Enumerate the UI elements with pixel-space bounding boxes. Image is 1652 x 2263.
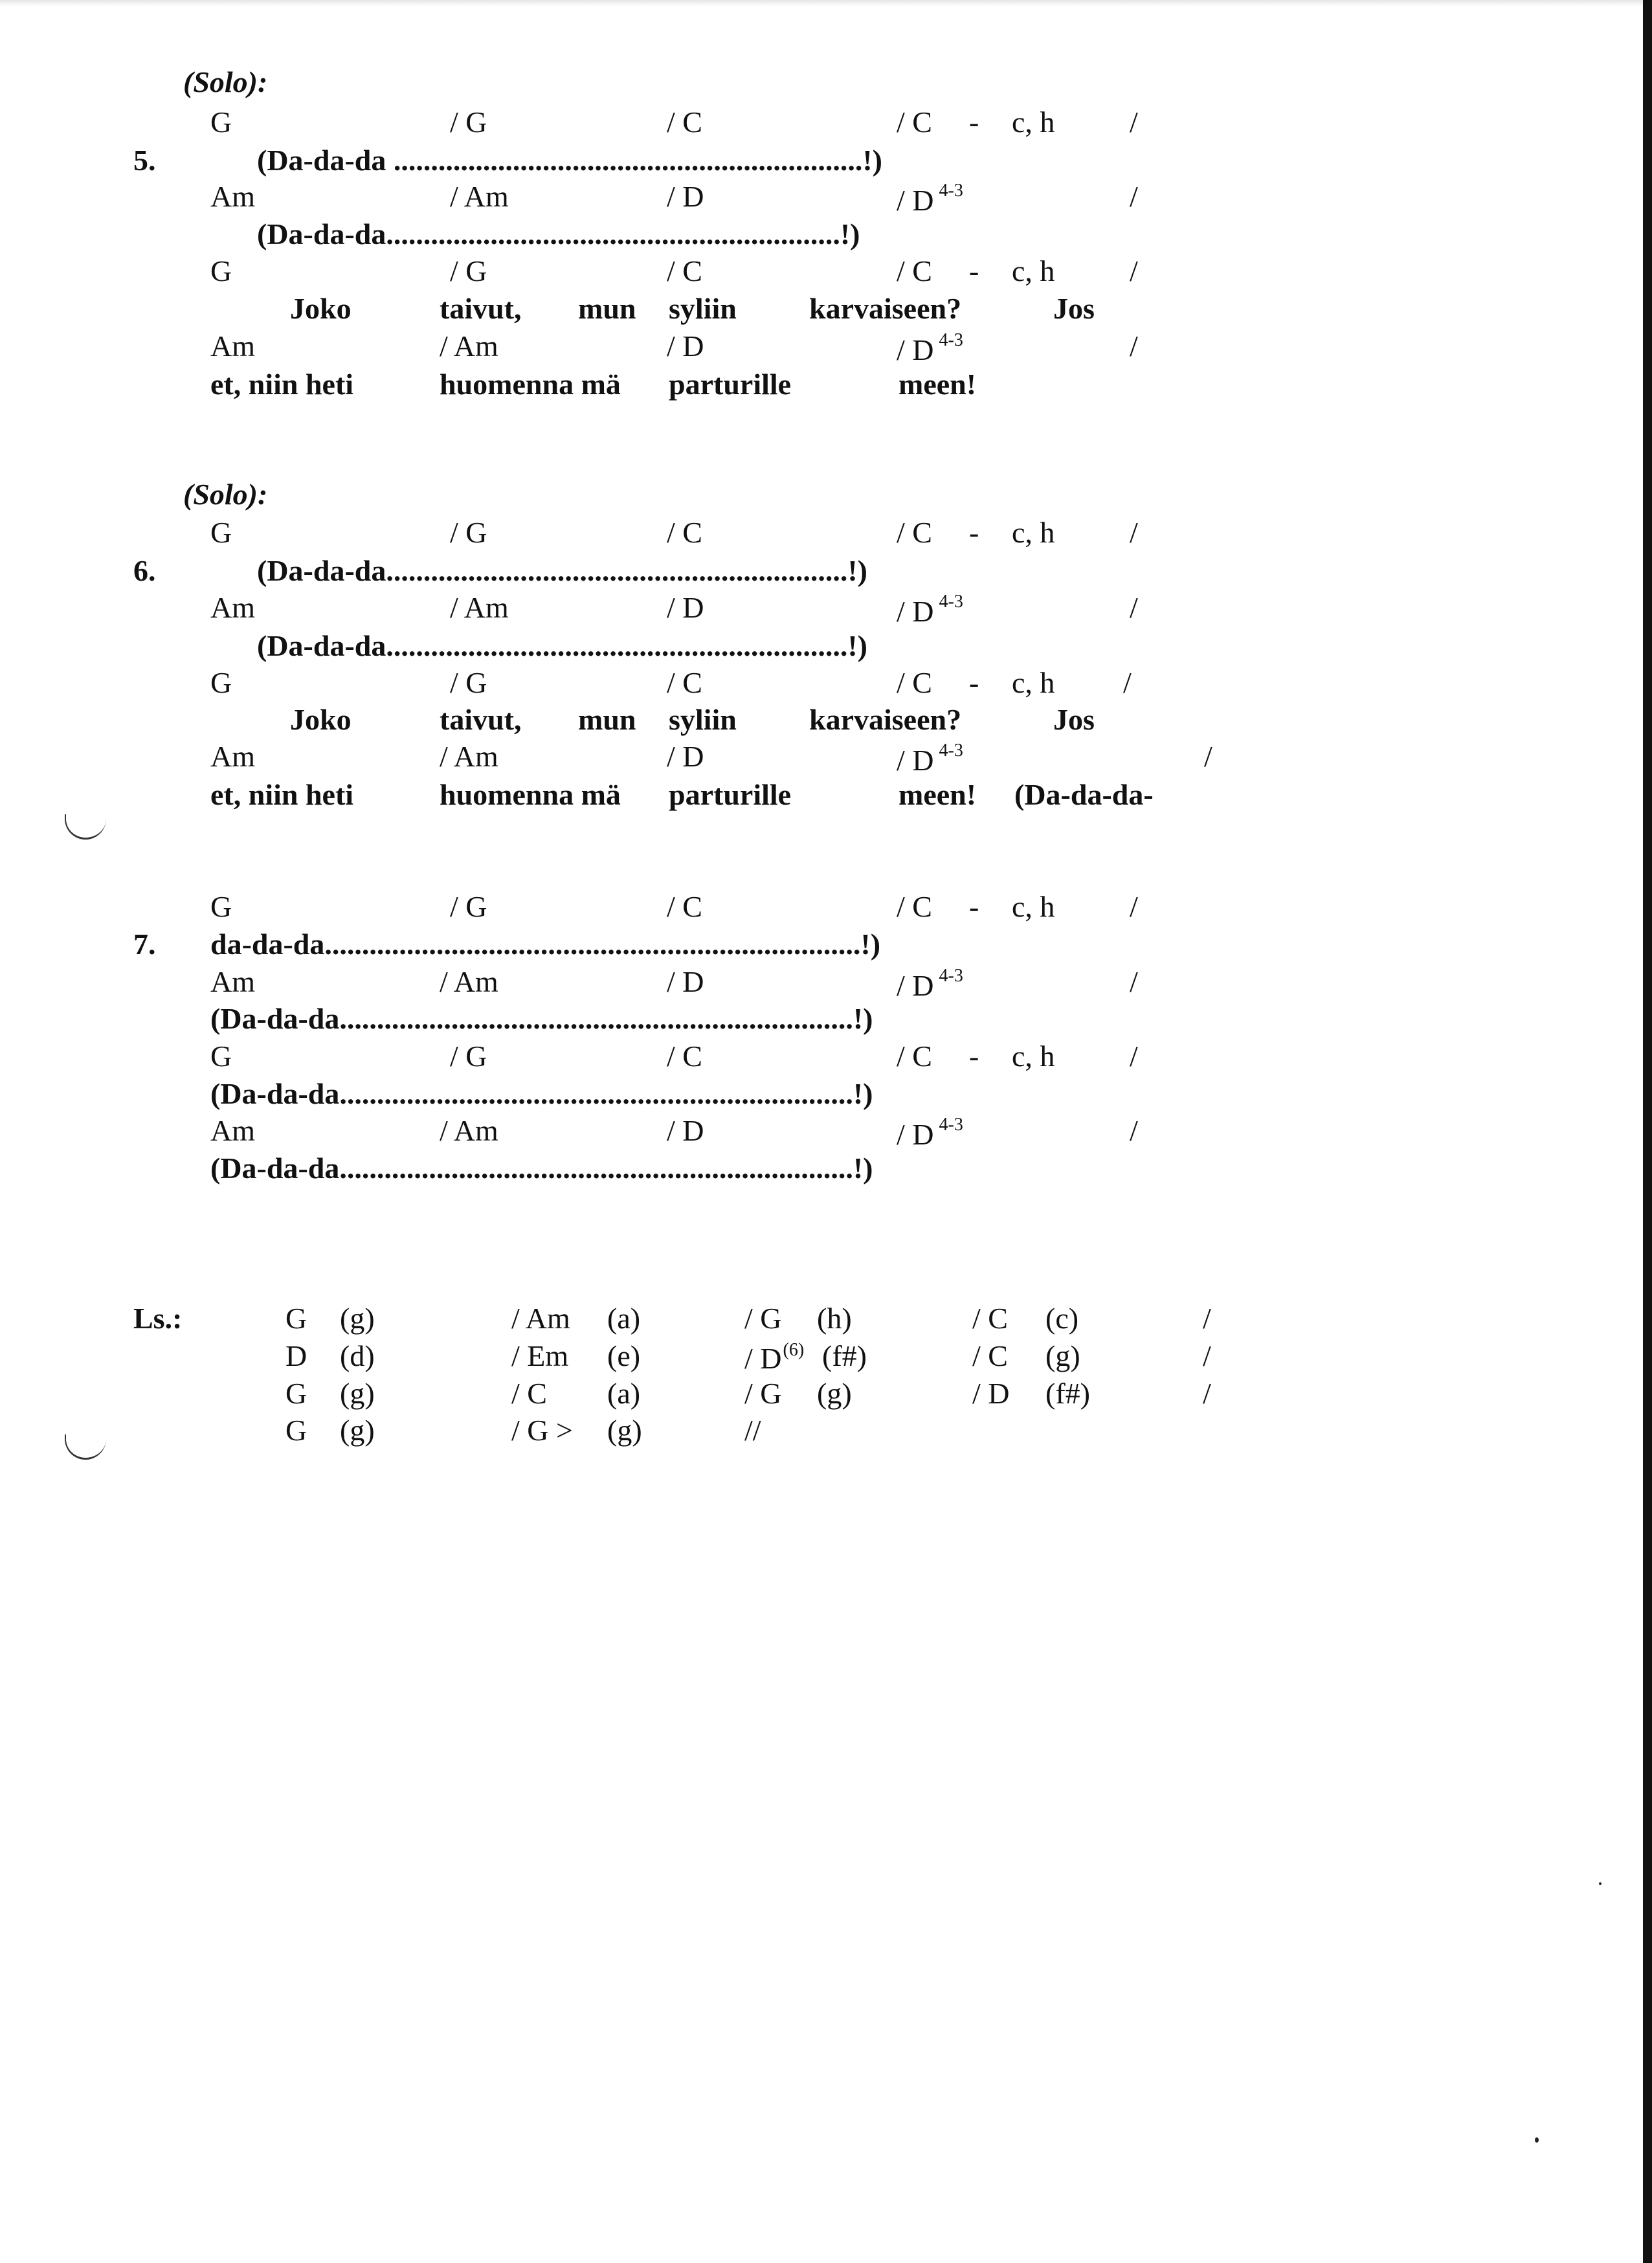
- end-repeat-mark: //: [744, 1414, 761, 1447]
- chord: / D: [667, 180, 704, 213]
- lyric-word: huomenna mä: [440, 778, 621, 811]
- bar-line: /: [1130, 1040, 1138, 1073]
- chord-dash: -: [969, 516, 979, 549]
- binder-hole-mark: [65, 814, 106, 840]
- lyric-word: taivut,: [440, 292, 522, 325]
- lyric-word: Jos: [1053, 292, 1095, 325]
- chord: Am: [210, 1114, 255, 1147]
- chord-suspension: 4-3: [939, 330, 963, 350]
- chord: / G: [450, 106, 487, 139]
- chord: Am: [210, 329, 255, 362]
- lyric-word: syliin: [669, 292, 737, 325]
- chord: Am: [210, 180, 255, 213]
- chord: / D: [667, 591, 704, 624]
- chord-row: [0, 593, 1652, 632]
- chord-dash: -: [969, 254, 979, 287]
- chord-row: [0, 182, 1652, 221]
- lyric-word: Joko: [290, 703, 352, 736]
- solo-label: (Solo):: [183, 478, 268, 511]
- lyric-word: mun: [578, 703, 636, 736]
- ls-label: Ls.:: [133, 1302, 183, 1335]
- chord: / G: [450, 890, 487, 923]
- chord-dash: -: [969, 1040, 979, 1073]
- chord: / D: [897, 184, 934, 217]
- chord-dash: -: [969, 890, 979, 923]
- lyric-line: (Da-da-da.....................................................................!): [210, 1077, 873, 1110]
- chord-row: [0, 742, 1652, 781]
- bar-line: /: [1130, 254, 1138, 287]
- binder-hole-mark: [65, 1434, 106, 1460]
- lyric-word: parturille: [669, 778, 792, 811]
- chord: / G >: [511, 1414, 573, 1447]
- lyric-word: (Da-da-da-: [1014, 778, 1154, 811]
- lyric-word: Joko: [290, 292, 352, 325]
- chord-suspension: 4-3: [939, 741, 963, 761]
- chord: / C: [667, 516, 702, 549]
- word-row: [0, 705, 1652, 744]
- bass-note: (f#): [1045, 1377, 1090, 1410]
- chord: c, h: [1012, 666, 1055, 699]
- bass-note: (g): [340, 1414, 375, 1447]
- ls-row: [0, 1341, 1652, 1380]
- scan-top-shadow: [0, 0, 1652, 6]
- bar-line: /: [1130, 180, 1138, 213]
- verse-number: 5.: [133, 144, 156, 177]
- lyric-word: parturille: [669, 368, 792, 401]
- bar-line: /: [1130, 516, 1138, 549]
- chord-row: [0, 256, 1652, 295]
- word-row: [0, 780, 1652, 819]
- chord: / D: [897, 1118, 934, 1151]
- chord: / D: [667, 740, 704, 773]
- lyric-word: mun: [578, 292, 636, 325]
- word-row: [0, 370, 1652, 408]
- solo-label: (Solo):: [183, 65, 268, 98]
- chord-extension: (6): [783, 1340, 805, 1360]
- chord: / D: [972, 1377, 1010, 1410]
- lyric-word: meen!: [899, 368, 977, 401]
- chord: / C: [897, 516, 932, 549]
- chord: / C: [897, 666, 932, 699]
- chord-row: [0, 1116, 1652, 1155]
- verse-number: 6.: [133, 554, 156, 587]
- chord: / C: [897, 890, 932, 923]
- verse-number: 7.: [133, 928, 156, 961]
- chord: / Am: [440, 1114, 498, 1147]
- chord: G: [210, 890, 232, 923]
- lyric-line: (Da-da-da.....................................................................!): [210, 1002, 873, 1035]
- bass-note: (g): [340, 1377, 375, 1410]
- bass-note: (d): [340, 1339, 375, 1372]
- bar-line: /: [1203, 1339, 1211, 1372]
- chord: / C: [897, 1040, 932, 1073]
- bass-note: (g): [817, 1377, 852, 1410]
- chord: / C: [667, 1040, 702, 1073]
- chord-row: [0, 668, 1652, 707]
- chord: / Em: [511, 1339, 569, 1372]
- bass-note: (a): [607, 1377, 641, 1410]
- bass-note: (h): [817, 1302, 852, 1335]
- ls-row: [0, 1379, 1652, 1418]
- chord: G: [285, 1377, 307, 1410]
- chord: / D: [897, 969, 934, 1002]
- chord-row: [0, 518, 1652, 557]
- chord: G: [210, 516, 232, 549]
- chord: / C: [667, 106, 702, 139]
- chord: / D: [667, 965, 704, 998]
- chord: / C: [972, 1339, 1008, 1372]
- chord: / D: [897, 744, 934, 777]
- ls-row: [0, 1416, 1652, 1455]
- lyric-word: huomenna mä: [440, 368, 621, 401]
- bass-note: (c): [1045, 1302, 1079, 1335]
- lyric-word: karvaiseen?: [809, 703, 962, 736]
- bar-line: /: [1123, 666, 1132, 699]
- lyric-word: karvaiseen?: [809, 292, 962, 325]
- bar-line: /: [1130, 591, 1138, 624]
- chord-row: [0, 1042, 1652, 1080]
- lyric-word: et, niin heti: [210, 778, 354, 811]
- chord: G: [210, 254, 232, 287]
- chord: / Am: [450, 180, 509, 213]
- chord-dash: -: [969, 666, 979, 699]
- chord-suspension: 4-3: [939, 181, 963, 201]
- chord: Am: [210, 740, 255, 773]
- lyric-word: syliin: [669, 703, 737, 736]
- chord: / D: [667, 1114, 704, 1147]
- lyric-line: (Da-da-da ...............................................................!): [257, 144, 882, 177]
- chord: / G: [450, 516, 487, 549]
- chord: / Am: [511, 1302, 570, 1335]
- bar-line: /: [1203, 1377, 1211, 1410]
- chord: / Am: [440, 329, 498, 362]
- chord: / G: [744, 1302, 782, 1335]
- lyric-word: meen!: [899, 778, 977, 811]
- scan-speck: [1535, 2137, 1539, 2143]
- chord: G: [210, 1040, 232, 1073]
- chord: / Am: [440, 740, 498, 773]
- bass-note: (a): [607, 1302, 641, 1335]
- chord: c, h: [1012, 516, 1055, 549]
- chord: / D: [667, 329, 704, 362]
- chord: / D: [744, 1342, 782, 1375]
- chord: / D: [897, 595, 934, 628]
- chord-suspension: 4-3: [939, 966, 963, 986]
- chord: Am: [210, 591, 255, 624]
- chord: / C: [897, 106, 932, 139]
- chord: c, h: [1012, 254, 1055, 287]
- chord-dash: -: [969, 106, 979, 139]
- chord: / D: [897, 333, 934, 366]
- bar-line: /: [1130, 965, 1138, 998]
- bar-line: /: [1130, 890, 1138, 923]
- chord-suspension: 4-3: [939, 1115, 963, 1135]
- chord: / G: [450, 1040, 487, 1073]
- chord: Am: [210, 965, 255, 998]
- chord: c, h: [1012, 106, 1055, 139]
- bass-note: (g): [340, 1302, 375, 1335]
- chord: / G: [450, 254, 487, 287]
- lyric-word: Jos: [1053, 703, 1095, 736]
- bass-note: (f#): [822, 1339, 867, 1372]
- chord: c, h: [1012, 1040, 1055, 1073]
- chord-row: [0, 331, 1652, 370]
- lyric-word: taivut,: [440, 703, 522, 736]
- lyric-word: et, niin heti: [210, 368, 354, 401]
- lyric-line: (Da-da-da.....................................................................!): [210, 1152, 873, 1185]
- bar-line: /: [1203, 1302, 1211, 1335]
- chord: D: [285, 1339, 307, 1372]
- word-row: [0, 294, 1652, 333]
- lyric-line: (Da-da-da..............................................................!): [257, 554, 867, 587]
- chord: / G: [450, 666, 487, 699]
- bar-line: /: [1130, 106, 1138, 139]
- lyric-line: da-da-da........................................................................!): [210, 928, 881, 961]
- chord: / C: [972, 1302, 1008, 1335]
- bass-note: (g): [1045, 1339, 1080, 1372]
- lyric-line: (Da-da-da..............................................................!): [257, 629, 867, 662]
- chord: G: [210, 106, 232, 139]
- chord-suspension: 4-3: [939, 592, 963, 612]
- bar-line: /: [1204, 740, 1212, 773]
- chord: G: [285, 1414, 307, 1447]
- bass-note: (e): [607, 1339, 641, 1372]
- chord: / C: [511, 1377, 547, 1410]
- chord: / C: [897, 254, 932, 287]
- scan-speck: [1599, 1882, 1602, 1885]
- chord-row: [0, 892, 1652, 931]
- chord: c, h: [1012, 890, 1055, 923]
- ls-row: [0, 1304, 1652, 1343]
- bar-line: /: [1130, 1114, 1138, 1147]
- chord: G: [210, 666, 232, 699]
- chord-row: [0, 107, 1652, 146]
- chord: / G: [744, 1377, 782, 1410]
- chord: / C: [667, 254, 702, 287]
- chord: / C: [667, 666, 702, 699]
- chord: / C: [667, 890, 702, 923]
- chord: / Am: [440, 965, 498, 998]
- chord-row: [0, 967, 1652, 1006]
- chord: / Am: [450, 591, 509, 624]
- chord: G: [285, 1302, 307, 1335]
- bass-note: (g): [607, 1414, 642, 1447]
- bar-line: /: [1130, 329, 1138, 362]
- lyric-line: (Da-da-da.............................................................!): [257, 217, 860, 251]
